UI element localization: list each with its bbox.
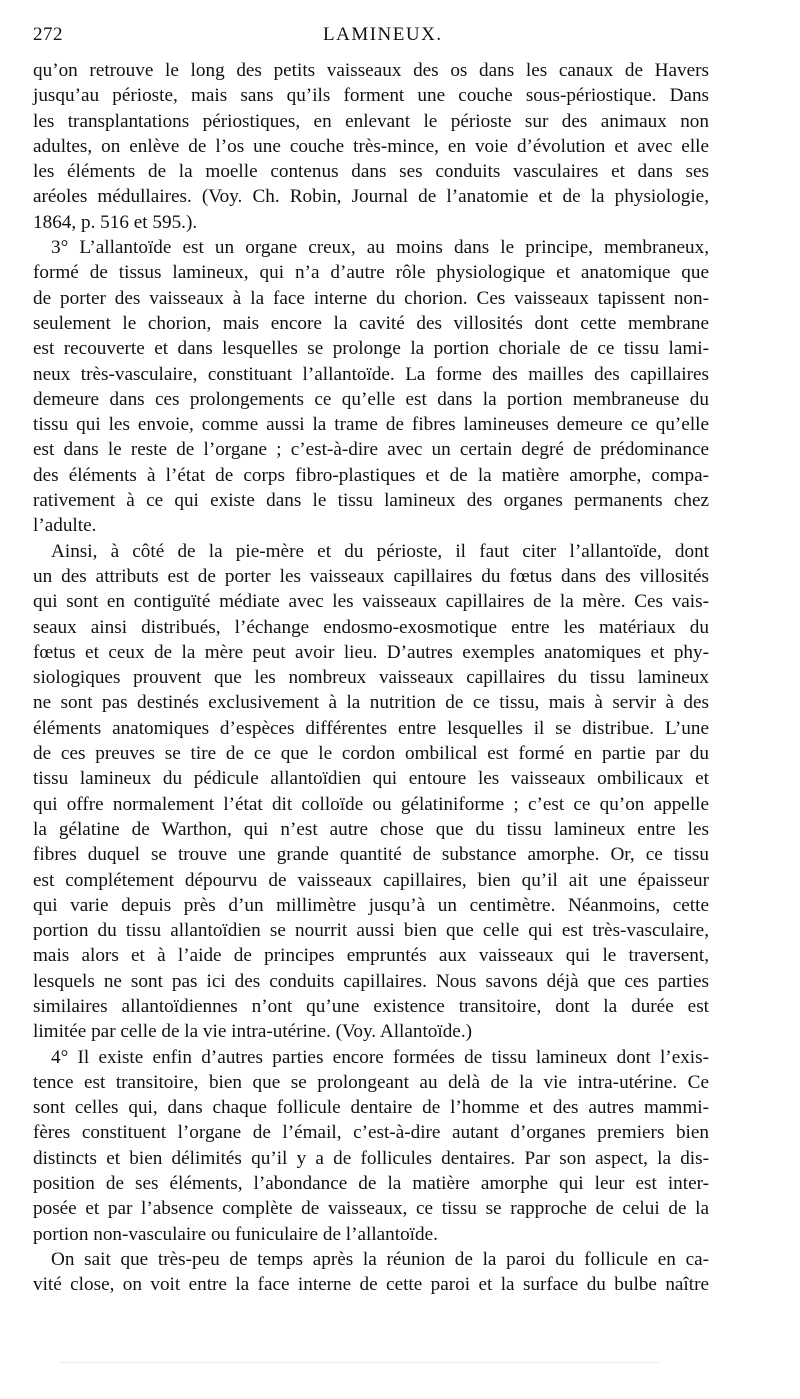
text-line: position de ses éléments, l’abondance de la matière amorphe qui leur est inter- [33,1173,709,1195]
text-line: neux très-vasculaire, constituant l’allantoïde. La forme des mailles des capillaires [33,363,709,385]
text-line: est complétement dépourvu de vaisseaux capillaires, bien qu’il ait une épaisseur [33,869,709,891]
text-line: jusqu’au périoste, mais sans qu’ils forment une couche sous-périostique. Dans [33,85,709,107]
text-line: sont celles qui, dans chaque follicule dentaire de l’homme et des autres mammi- [33,1097,709,1119]
text-line: ne sont pas destinés exclusivement à la nutrition de ce tissu, mais à servir à des [33,692,709,714]
text-line: qu’on retrouve le long des petits vaisseaux des os dans les canaux de Havers [33,60,709,81]
text-line: formé de tissus lamineux, qui n’a d’autre rôle physiologique et anatomique que [33,262,709,284]
text-line: les transplantations périostiques, en enlevant le périoste sur des animaux non [33,110,709,132]
text-line: posée et par l’absence complète de vaisseaux, ce tissu se rapproche de celui de la [33,1198,709,1220]
text-line: tissu qui les envoie, comme aussi la trame de fibres lamineuses demeure ce qu’elle [33,414,709,436]
text-line: limitée par celle de la vie intra-utérine. (Voy. Allantoïde.) [33,1021,473,1043]
text-line: de ces preuves se tire de ce que le cordon ombilical est formé en partie par du [33,743,709,765]
text-line: fères constituent l’organe de l’émail, c’est-à-dire autant d’organes premiers bien [33,1122,709,1144]
text-line: vité close, on voit entre la face interne de cette paroi et la surface du bulbe naître [33,1274,709,1296]
text-line: seulement le chorion, mais encore la cavité des villosités dont cette membrane [33,312,709,334]
text-line: de porter des vaisseaux à la face interne du chorion. Ces vaisseaux tapissent non- [33,287,709,309]
body-text [33,58,709,1298]
text-line: lesquels ne sont pas ici des conduits capillaires. Nous savons déjà que ces parties [33,970,709,992]
text-line: distincts et bien délimités qu’il y a de follicules dentaires. Par son aspect, la dis- [33,1147,709,1169]
text-line: un des attributs est de porter les vaisseaux capillaires du fœtus dans des villosités [33,565,709,587]
text-line: similaires allantoïdiennes n’ont qu’une existence transitoire, dont la durée est [33,995,709,1017]
text-line: des éléments à l’état de corps fibro-plastiques et de la matière amorphe, compa- [33,464,709,486]
text-line: On sait que très-peu de temps après la réunion de la paroi du follicule en ca- [51,1248,709,1270]
text-line: est recouverte et dans lesquelles se prolonge la portion choriale de ce tissu lami- [33,338,709,360]
text-line: portion non-vasculaire ou funiculaire de l’allantoïde. [33,1223,438,1245]
text-line: mais alors et à l’aide de principes empruntés aux vaisseaux qui le traversent, [33,945,709,967]
page-number: 272 [33,24,63,45]
text-line: éléments anatomiques d’espèces différentes entre lesquelles il se distribue. L’une [33,717,709,739]
text-line: fibres duquel se trouve une grande quantité de substance amorphe. Or, ce tissu [33,844,709,866]
text-line: 4° Il existe enfin d’autres parties encore formées de tissu lamineux dont l’exis- [51,1046,709,1068]
scan-bottom-artifact [60,1362,660,1369]
text-line: qui sont en contiguïté médiate avec les vaisseaux capillaires de la mère. Ces vais- [33,591,709,613]
page-header [33,20,713,50]
text-line: seaux ainsi distribués, l’échange endosmo-exosmotique entre les matériaux du [33,616,709,638]
text-line: 1864, p. 516 et 595.). [33,211,198,233]
text-line: portion du tissu allantoïdien se nourrit aussi bien que celle qui est très-vasculaire, [33,920,709,942]
text-line: demeure dans ces prolongements ce qu’elle est dans la portion membraneuse du [33,388,709,410]
text-line: 3° L’allantoïde est un organe creux, au moins dans le principe, membraneux, [51,237,709,259]
running-head: LAMINEUX. [323,24,443,45]
text-line: tence est transitoire, bien que se prolongeant au delà de la vie intra-utérine. Ce [33,1071,709,1093]
text-line: les éléments de la moelle contenus dans ses conduits vasculaires et dans ses [33,161,709,183]
text-line: Ainsi, à côté de la pie-mère et du périoste, il faut citer l’allantoïde, dont [51,540,709,562]
text-line: la gélatine de Warthon, qui n’est autre chose que du tissu lamineux entre les [33,818,709,840]
text-line: l’adulte. [33,515,97,537]
text-line: rativement à ce qui existe dans le tissu lamineux des organes permanents chez [33,490,709,512]
text-line: aréoles médullaires. (Voy. Ch. Robin, Journal de l’anatomie et de la physiologie, [33,186,709,208]
text-line: adultes, on enlève de l’os une couche très-mince, en voie d’évolution et avec elle [33,135,709,157]
text-line: fœtus et ceux de la mère peut avoir lieu. D’autres exemples anatomiques et phy- [33,641,709,663]
text-line: siologiques prouvent que les nombreux vaisseaux capillaires du tissu lamineux [33,667,709,689]
text-line: est dans le reste de l’organe ; c’est-à-dire avec un certain degré de prédominance [33,439,709,461]
text-line: qui varie depuis près d’un millimètre jusqu’à un centimètre. Néanmoins, cette [33,894,709,916]
text-line: qui offre normalement l’état dit colloïde ou gélatiniforme ; c’est ce qu’on appelle [33,793,709,815]
text-line: tissu lamineux du pédicule allantoïdien qui entoure les vaisseaux ombilicaux et [33,768,709,790]
